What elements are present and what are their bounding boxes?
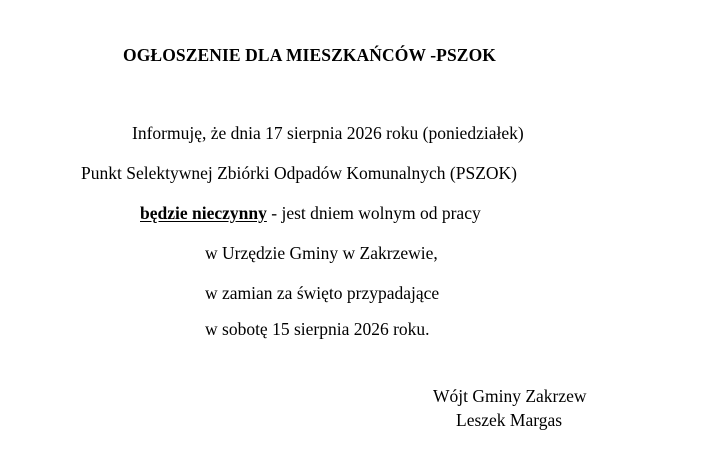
announcement-line-5: w zamian za święto przypadające bbox=[205, 283, 440, 303]
signature-position: Wójt Gminy Zakrzew bbox=[433, 386, 587, 406]
closure-emphasis: będzie nieczynny bbox=[140, 203, 267, 223]
signature-name: Leszek Margas bbox=[456, 410, 563, 430]
closure-reason: - jest dniem wolnym od pracy bbox=[266, 203, 481, 223]
announcement-line-6: w sobotę 15 sierpnia 2026 roku. bbox=[205, 319, 430, 339]
announcement-line-2: Punkt Selektywnej Zbiórki Odpadów Komunalnych (PSZOK) bbox=[81, 163, 517, 183]
announcement-line-1: Informuję, że dnia 17 sierpnia 2026 roku (poniedziałek) bbox=[132, 123, 524, 143]
announcement-line-3 bbox=[140, 203, 481, 223]
announcement-line-4: w Urzędzie Gminy w Zakrzewie, bbox=[205, 243, 438, 263]
announcement-title: OGŁOSZENIE DLA MIESZKAŃCÓW -PSZOK bbox=[123, 45, 496, 65]
